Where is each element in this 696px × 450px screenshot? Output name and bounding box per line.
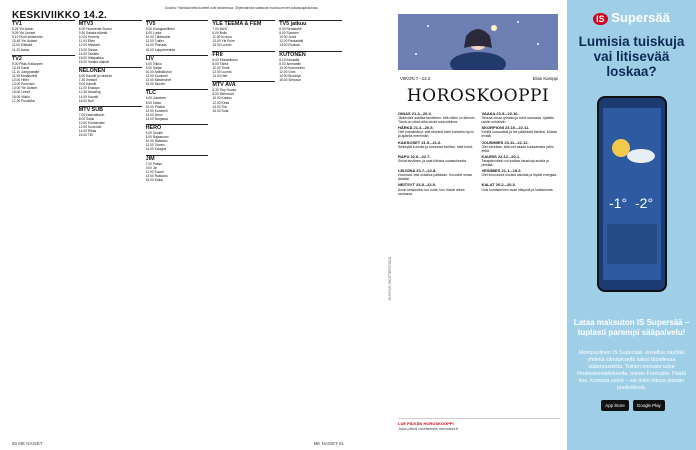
horoscope-sign [482, 141, 561, 153]
column-4 [279, 20, 342, 436]
sign-text: Selkeytät kuvioita ja tunnustat itsellesi, mitä toivot. [398, 144, 474, 149]
program-line: 12.00 Onni [279, 69, 296, 74]
sign-name: KAKSOSET 21.5.–21.6. [398, 139, 442, 145]
column-2 [146, 20, 209, 436]
program-line: 14.00 Taistelu [78, 51, 100, 56]
temp-1: -1° [609, 195, 628, 211]
aquarius-illustration [398, 14, 558, 70]
program-line: 14.00 Brooklyn [279, 74, 302, 79]
channel-header: TV1 [12, 20, 75, 26]
program-line: 11.30 Kesähotelli [12, 74, 38, 79]
sign-name: NEITSYT 23.8.–22.9. [398, 182, 437, 188]
sign-name: LEIJONA 23.7.–22.8. [398, 168, 437, 174]
legend-note: Uusinta Yhdeksänneltä tuotteet ovat selaimessa. Ohjelmatiedot saattavat muuttua ennen julkaisuajankohtaa. [165, 6, 319, 10]
channel-header: NELONEN [79, 67, 142, 73]
program-line: 6.00 Rentalahti [279, 27, 302, 32]
sign-name: JOUSIMIES 23.11.–21.12. [481, 139, 529, 145]
program-line: 10.00 Kummelinn [279, 65, 305, 70]
horoscope-sign [398, 112, 477, 124]
program-line: 14.00 Ruokaa [279, 43, 300, 48]
program-line: 7.00 Paksu [145, 161, 163, 166]
program-line: 15.00 Murder [145, 82, 166, 87]
program-line: 8.00 Katso [145, 100, 162, 105]
sign-text: Tasapainottelu voi tuottaa hauskoja asioita ja piristää. [481, 158, 549, 168]
program-line: 10.00 Tiede [212, 65, 230, 70]
page-number-left: 60 ME NAISET [12, 441, 43, 446]
horoscope-sign [398, 141, 477, 153]
sign-text: Järkevästi asettaa tavoitteen, että viikko on lämmin. Tämä on oikea aika tehdä suunnitelmia. [398, 116, 476, 125]
sign-name: SKORPIONI 23.10.–22.11. [481, 125, 530, 131]
horoscope-sign [398, 169, 477, 181]
program-line: 8.00 Suomen [279, 31, 299, 36]
channel-header: FRII [212, 51, 275, 57]
program-line: 8.00 Ammattiin [279, 61, 301, 66]
program-line: 14.00 Kauniit [78, 94, 99, 99]
program-line: 12.00 Luonto [212, 69, 232, 74]
column-3 [212, 20, 275, 436]
horoscope-sign [482, 183, 561, 195]
sign-text: Olet toiveikas, sillä voit saada kohtaamisia joihin ehtiä. [481, 144, 554, 153]
program-columns [12, 20, 342, 436]
program-line: 13.00 Masterchef [145, 78, 172, 83]
program-line: 11.00 Ensiapu [78, 86, 100, 91]
program-line: 16.00 Sota [212, 108, 229, 113]
horoscope-sign [482, 112, 561, 124]
ad-headline: Lumisia tuiskuja vai litisevää loskaa? [578, 34, 685, 79]
program-line: 14.00 Hiirt [212, 74, 228, 79]
weather-screen [603, 108, 661, 280]
temp-2: -2° [635, 195, 654, 211]
program-line: 11.00 Ellen [78, 39, 96, 44]
channel-header: MTV SUB [79, 106, 142, 112]
program-line: 11.10 Jumpparatte [12, 69, 40, 74]
brand-badge: IS [593, 13, 608, 25]
program-line: 6.00 Kumppanilleen [145, 27, 175, 32]
program-line: 11.00 Elämää [12, 43, 33, 48]
column-1 [79, 20, 142, 436]
program-line: 8.00 Lunta [145, 31, 162, 36]
horoscope-title: HOROSKOOPPI [406, 86, 550, 106]
ad-body: Monipuolinen IS Supersää -sovellus näyttää yhdellä silmäyksellä kaksi kilpailevaa sääennustetta. Toinen ennuste tulee Ilmatieteenlaitokselta, toinen Forecalta. Päätä itse, kumpaa uskot – vai onko totuus jossain puolivälissä. [576, 350, 687, 391]
program-line: 11.20 Aatos [12, 47, 30, 52]
program-line: 6.00 Jokainen [145, 96, 167, 101]
program-line: 13.00 Yle Puhe [212, 39, 235, 44]
program-line: 12.00 Kesä [212, 100, 230, 105]
program-line: 6.00 Sinulle [145, 131, 163, 136]
sign-name: VAAKA 23.9.–22.10. [481, 111, 519, 116]
horoscope-sign [482, 155, 561, 167]
program-line: 16.00 Lappeenranta [145, 47, 176, 52]
horoscope-sign [398, 155, 477, 167]
program-line: 9.00 Bulls [212, 31, 227, 36]
program-line: 13.00 Sietoa [78, 47, 98, 52]
channel-header: LIV [146, 55, 209, 61]
program-line: 12.00 Trailer [145, 39, 164, 44]
program-line: 15.00 Luonto [212, 43, 232, 48]
horoscope-footer-label: LUE PÄIVÄN HOROSKOOPPI [398, 421, 454, 426]
program-line: 11.00 Kruunu [212, 35, 232, 40]
sign-text: Uusi kohtaaminen avaa näkymiä ja luottamusta. [481, 187, 554, 192]
program-line: 10.00 Pihalla [145, 104, 165, 109]
program-line: 14.00 Kauppa [145, 147, 167, 152]
cloud-icon [627, 149, 655, 163]
program-line: 13.00 Eurovisio [12, 82, 35, 87]
horoscope-author: Elian Kamppi [532, 76, 558, 81]
program-line: 11.00 Suomi [145, 169, 164, 174]
program-line: 17.00 Puoliaika [12, 98, 35, 103]
program-line: 8.00 Merirosvo [212, 92, 235, 97]
channel-header: MTV3 [79, 20, 142, 26]
program-line: 6.15 Kirvaalla [279, 57, 300, 62]
channel-header: JIM [146, 155, 209, 161]
horoscope-signs [398, 112, 560, 196]
program-line: 12.00 Rentalahti [279, 39, 304, 44]
program-line: 16.00 Bull [78, 98, 94, 103]
program-line: 12.00 Toinen [145, 143, 165, 148]
program-line: 10.00 Jenni [279, 35, 297, 40]
program-line: 10.00 Tähtisodat [145, 35, 171, 40]
program-line: 10.00 Rakkaus [145, 139, 168, 144]
program-line: 8.00 Tämä [212, 61, 229, 66]
sun-icon [612, 139, 630, 157]
horoscope-sign [482, 126, 561, 138]
program-line: 7.00 BUSI [212, 27, 228, 32]
horoscope-meta [400, 76, 558, 81]
program-line: 15.00 Lessit [12, 90, 30, 95]
program-line: 7.00 Haavoittavin [78, 112, 105, 117]
channel-header: KUTONEN [279, 51, 342, 57]
sign-name: KALAT 20.2.–20.3. [481, 182, 516, 188]
program-line: 6.00 Kauniit ja rohkeat [78, 74, 112, 79]
sign-text: Olet ymmärtänyt, että läheisiä tulee kohdella hyvin ja ajatella enemmän. [398, 130, 474, 139]
program-line: 14.00 Norjassa [145, 116, 168, 121]
program-line: 9.00 Kauniit [78, 82, 97, 87]
ad-subheadline: Lataa maksuton IS Supersää – tuplasti parempi sääpalvelu! [573, 318, 690, 337]
program-line: 12.00 Kummeli [145, 108, 168, 113]
program-line: 7.30 Ihmiset [78, 78, 97, 83]
page-title: KESKIVIIKKO 14.2. [12, 10, 108, 21]
program-line: 12.00 Hitler [12, 78, 29, 83]
page-number-right: ME NAISET 61 [313, 441, 344, 446]
horoscope-sign [482, 169, 561, 181]
sign-text: Avoin keskustelu tuo uutta, kun hoidat arkea rauhassa. [398, 187, 465, 196]
store-buttons [583, 400, 683, 411]
program-line: 8.00 Sarjat [145, 65, 162, 70]
program-line: 12.30 Amazing [78, 90, 101, 95]
program-line: 8.00 Sotisi [78, 116, 95, 121]
horoscope-sign [398, 183, 477, 195]
program-line: 12.00 Mestarit [78, 43, 100, 48]
sign-name: VESIMIES 21.1.–19.2. [481, 168, 522, 174]
sign-text: Kehitä luovuuttasi ja tee päätöksiä itsellesi. Muista levätä. [481, 130, 557, 139]
channel-header: HERO [146, 124, 209, 130]
program-line: 6.25 Yle Aamu [12, 27, 34, 32]
google-play-button[interactable]: Google Play [633, 400, 665, 411]
sign-text: Olet innostunut uusista asioista ja löydät energiaa. [481, 173, 558, 178]
horoscope-week: VIIKON 7.–13.2. [400, 76, 432, 81]
sign-name: KAURIS 22.12.–20.1. [481, 153, 521, 159]
sign-text: Sinua tarvitaan, ja saat kiitosta uurastuksesta. [398, 158, 467, 163]
vertical-credit: KUVITUS SHUTTERSTOCK [388, 256, 392, 300]
program-line: 9.00 Pikku Kakkonen [12, 61, 43, 66]
horoscope-footer-text: Joka päivä osoitteesta menaiset.fi [398, 426, 459, 431]
program-line: 6.00 Kinnaskurun [212, 57, 239, 62]
program-line: 13.00 Rakkaus [145, 173, 168, 178]
program-line: 15.00 Kaksi [145, 178, 163, 182]
channel-header: YLE TEEMA & FEM [212, 20, 275, 26]
program-line: 10.45 Yle Uutiset [12, 39, 38, 44]
program-line: 10.00 Hommy [78, 35, 100, 40]
program-line: 9.00 Jin [145, 165, 158, 170]
ad-logo [567, 10, 696, 25]
channel-header: TV5 [146, 20, 209, 26]
program-line: 16.00 Tilli [78, 133, 93, 138]
program-line: 8.00 Rajasuomi [145, 135, 169, 140]
channel-header: TV2 [12, 55, 75, 61]
program-line: 10.00 Antikkituhot [145, 69, 172, 74]
channel-header: TV5 jatkuu [279, 20, 342, 26]
program-line: 13.00 Drew [145, 112, 163, 117]
horoscope-footer [398, 418, 560, 431]
program-line: 9.05 Yle Uutiset [12, 31, 36, 36]
horoscope-illustration [398, 14, 558, 70]
program-line: 6.00 Huomenta Suomi [78, 27, 112, 32]
sign-text: Seuraa omaa rytmiäsi ja toimi rauhassa. Ajattele uusiin suhteisiin. [481, 116, 555, 125]
channel-header: TLC [146, 89, 209, 95]
phone-mockup [597, 96, 667, 292]
sign-name: RAPU 22.6.–22.7. [398, 153, 431, 159]
program-line: 14.00 Tila [212, 104, 227, 109]
program-line: 16.00 Salatut elämät [78, 59, 110, 64]
program-line: 10.00 Emmerdale [78, 120, 105, 125]
program-line: 10.15 Kaksi [12, 65, 30, 70]
program-line: 10.00 Kaunis [212, 96, 232, 101]
channel-header: MTV AVA [212, 81, 275, 87]
program-line: 14.00 Yle Uutiset [12, 86, 38, 91]
program-line: 12.00 Kummeli [145, 74, 168, 79]
sign-name: OINAS 21.3.–20.4. [398, 111, 432, 116]
program-line: 9.10 Puoli seitsemän [12, 35, 43, 40]
program-line: 12.00 Kova laki [78, 125, 102, 130]
column-0 [12, 20, 75, 436]
program-line: 14.00 Pinnalla [145, 43, 167, 48]
program-line: 16.00 Simpson [279, 78, 302, 83]
program-line: 6.00 Viikko [145, 61, 162, 66]
sign-name: HÄRKÄ 21.4.–20.5. [398, 125, 434, 131]
program-line: 16.00 Viikko [12, 94, 30, 99]
supersaa-ad[interactable] [567, 0, 696, 450]
program-line: 6.30 Tiny House [212, 88, 237, 93]
app-store-button[interactable]: App Store [601, 400, 629, 411]
sign-text: Huomaat, että uskallus palkitaan. Kuuntele omaa ääntäsi. [398, 173, 472, 182]
program-line: 15.00 Hääpaikka [78, 55, 104, 60]
program-line: 9.30 Salatut elämät [78, 31, 108, 36]
program-line: 14.00 Rikas [78, 129, 97, 134]
brand-name: Supersää [611, 10, 670, 25]
horoscope-sign [398, 126, 477, 138]
